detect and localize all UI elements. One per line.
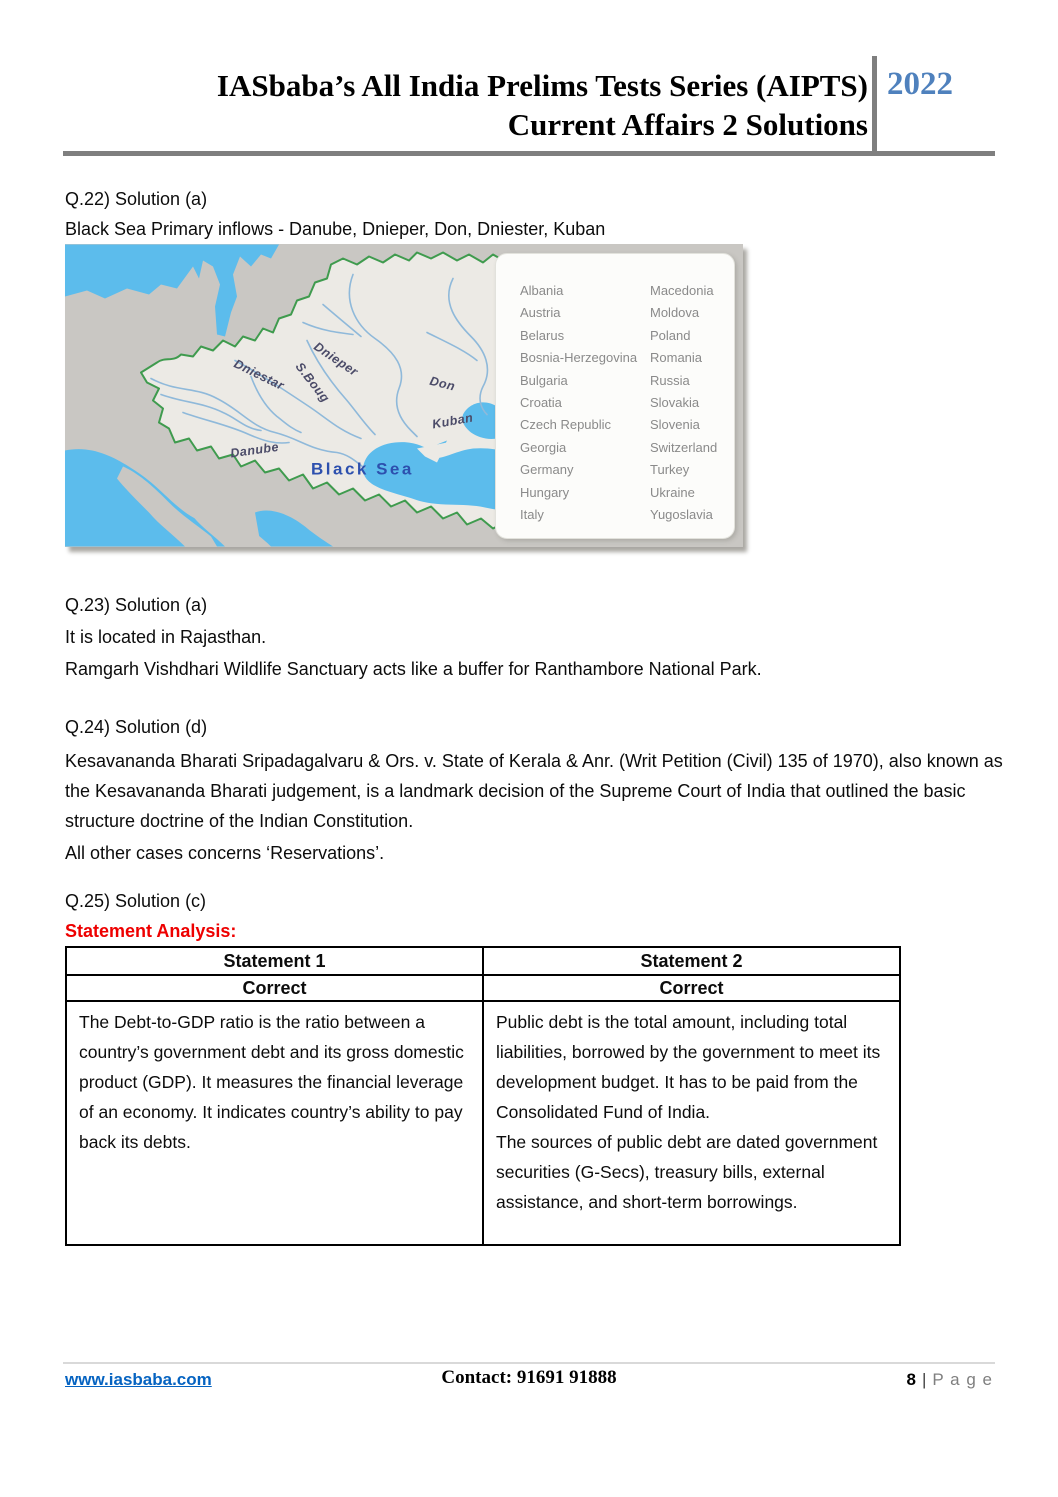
statement-1-text: [67, 1002, 484, 1244]
country-name: Georgia: [520, 439, 567, 455]
country-name: Belarus: [520, 327, 565, 343]
statement-1-paragraph: The Debt-to-GDP ratio is the ratio between a country’s government debt and its gross domestic product (GDP). It measures the financial leverage of an economy. It indicates country’s ability to pay back its debts.: [79, 1012, 464, 1152]
q24-heading: Q.24) Solution (d): [65, 717, 208, 737]
country-name: Czech Republic: [520, 417, 612, 433]
statement-1-verdict: Correct: [67, 976, 484, 1000]
q23-heading: Q.23) Solution (a): [65, 595, 208, 615]
q24-paragraph: Kesavananda Bharati Sripadagalvaru & Ors. v. State of Kerala & Anr. (Writ Petition (Civil) 135 of 1970), also known as the Kesavananda Bharati judgement, is a landmark decision of the Supreme Court of India that outlined the basic structure doctrine of the Indian Constitution.: [65, 751, 1003, 831]
q22-answer-text: Black Sea Primary inflows - Danube, Dnieper, Don, Dniester, Kuban: [65, 219, 606, 239]
statement-2-text: [484, 1002, 899, 1244]
country-name: Poland: [650, 327, 691, 343]
black-sea-label: Black Sea: [311, 459, 414, 479]
country-name: Turkey: [650, 462, 690, 478]
footer-website-link[interactable]: www.iasbaba.com: [65, 1370, 212, 1389]
q25-section: [65, 886, 1005, 946]
header-vertical-divider: [872, 56, 877, 153]
footer-contact: Contact: 91691 91888: [441, 1367, 617, 1388]
country-name: Ukraine: [650, 484, 695, 500]
title-line-1: IASbaba’s All India Prelims Tests Series (AIPTS): [216, 68, 868, 103]
header-rule: [63, 151, 995, 156]
country-column-1: [520, 280, 637, 526]
page-separator: |: [922, 1370, 927, 1389]
country-name: Switzerland: [650, 439, 718, 455]
river-label-dnieper: Dnieper: [311, 339, 361, 379]
statement-analysis-label: Statement Analysis:: [65, 921, 237, 941]
q24-note: All other cases concerns ‘Reservations’.: [65, 843, 385, 863]
footer-page-indicator: [907, 1370, 993, 1390]
country-name: Slovenia: [650, 417, 700, 433]
river-label-don: Don: [428, 373, 457, 394]
country-name: Bosnia-Herzegovina: [520, 350, 638, 366]
country-column-2: [650, 280, 717, 526]
q22-heading: Q.22) Solution (a): [65, 189, 208, 209]
black-sea-basin-map: [65, 244, 743, 547]
country-name: Hungary: [520, 484, 570, 500]
country-name: Russia: [650, 372, 690, 388]
footer-rule: [63, 1362, 995, 1364]
title-line-2: Current Affairs 2 Solutions: [507, 107, 868, 142]
country-name: Romania: [650, 350, 703, 366]
country-name: Albania: [520, 283, 564, 298]
statement-2-verdict: Correct: [659, 978, 724, 998]
q25-heading: Q.25) Solution (c): [65, 891, 207, 911]
statement-analysis-table: [65, 946, 901, 1246]
country-name: Yugoslavia: [650, 507, 713, 523]
statement-2-paragraph-1: Public debt is the total amount, including total liabilities, borrowed by the government to meet its development budget. It has to be paid from the Consolidated Fund of India.: [496, 1012, 881, 1122]
country-name: Slovakia: [650, 395, 700, 411]
statement-2-paragraph-2: The sources of public debt are dated government securities (G-Secs), treasury bills, external assistance, and short-term borrowings.: [496, 1132, 878, 1212]
country-name: Austria: [520, 305, 561, 321]
river-label-sboug: S.Boug: [292, 359, 333, 406]
river-label-danube: Danube: [229, 439, 280, 461]
page-number: 8: [906, 1370, 916, 1389]
q23-line-2: Ramgarh Vishdhari Wildlife Sanctuary acts like a buffer for Ranthambore National Park.: [65, 659, 762, 679]
country-name: Macedonia: [650, 283, 714, 298]
country-list-panel: [495, 253, 735, 539]
country-name: Germany: [520, 462, 574, 478]
table-header-statement-1: Statement 1: [67, 948, 484, 974]
table-header-statement-2: Statement 2: [640, 951, 743, 971]
country-name: Bulgaria: [520, 372, 568, 388]
document-title: [188, 66, 868, 144]
q24-section: [65, 712, 1005, 868]
page-word: P a g e: [932, 1370, 993, 1389]
country-name: Italy: [520, 507, 544, 523]
river-label-dniester: Dniestar: [231, 356, 287, 393]
country-name: Moldova: [650, 305, 700, 321]
q23-section: [65, 589, 1005, 685]
country-name: Croatia: [520, 395, 562, 411]
river-label-kuban: Kuban: [431, 410, 475, 432]
header-year: 2022: [887, 66, 953, 102]
q23-line-1: It is located in Rajasthan.: [65, 627, 267, 647]
